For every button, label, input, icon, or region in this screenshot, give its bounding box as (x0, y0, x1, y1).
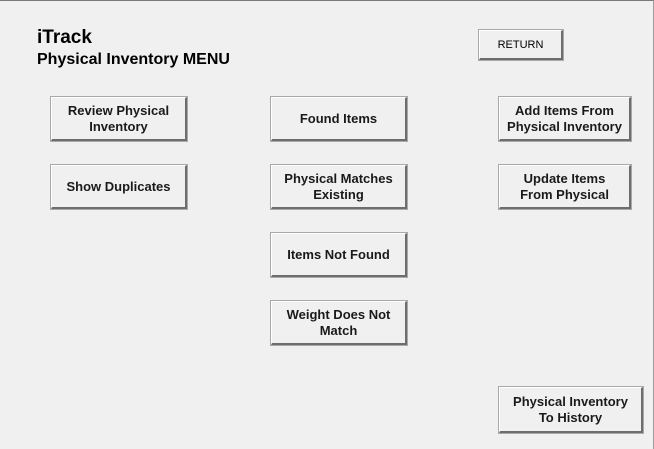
page-title: Physical Inventory MENU (37, 51, 230, 68)
app-title: iTrack (37, 27, 92, 48)
weight-does-not-match-button[interactable]: Weight Does Not Match (271, 301, 407, 345)
physical-matches-existing-button[interactable]: Physical Matches Existing (271, 165, 407, 209)
add-items-from-physical-inventory-button[interactable]: Add Items From Physical Inventory (499, 97, 631, 141)
update-items-from-physical-button[interactable]: Update Items From Physical (499, 165, 631, 209)
return-button[interactable]: RETURN (479, 30, 563, 60)
review-physical-inventory-button[interactable]: Review Physical Inventory (51, 97, 187, 141)
items-not-found-button[interactable]: Items Not Found (271, 233, 407, 277)
show-duplicates-button[interactable]: Show Duplicates (51, 165, 187, 209)
found-items-button[interactable]: Found Items (271, 97, 407, 141)
physical-inventory-to-history-button[interactable]: Physical Inventory To History (499, 387, 643, 433)
